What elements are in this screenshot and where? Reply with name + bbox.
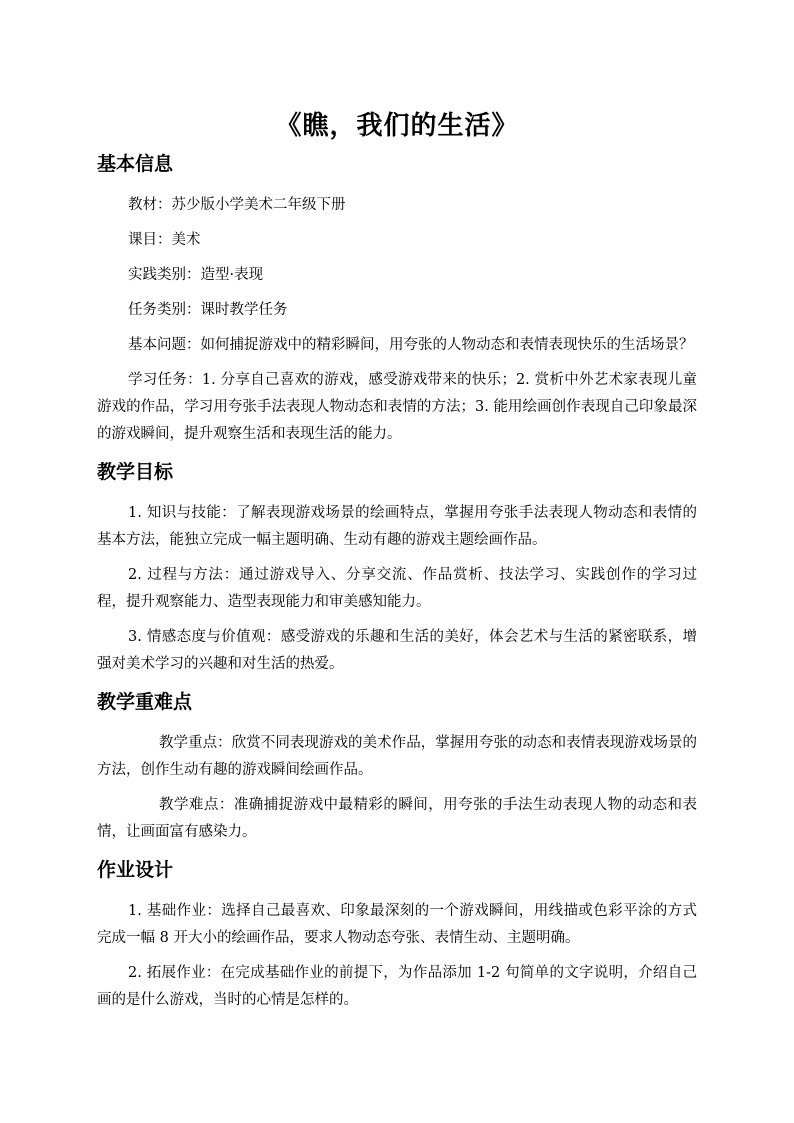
paragraph-subject: 课目：美术	[128, 232, 201, 248]
paragraph-goal-process: 2. 过程与方法：通过游戏导入、分享交流、作品赏析、技法学习、实践创作的学习过程，提升观察能力、造型表现能力和审美感知能力。	[97, 567, 697, 610]
paragraph-homework-extension: 2. 拓展作业：在完成基础作业的前提下，为作品添加 1-2 句简单的文字说明，介绍自己画的是什么游戏，当时的心情是怎样的。	[97, 965, 697, 1008]
section-teaching-goals	[97, 458, 697, 678]
paragraph-goal-knowledge: 1. 知识与技能：了解表现游戏场景的绘画特点，掌握用夸张手法表现人物动态和表情的基本方法，能独立完成一幅主题明确、生动有趣的游戏主题绘画作品。	[97, 505, 697, 548]
section-heading: 作业设计	[97, 859, 174, 881]
section-homework	[97, 856, 697, 1014]
section-heading: 教学目标	[97, 461, 174, 483]
paragraph-homework-basic: 1. 基础作业：选择自己最喜欢、印象最深刻的一个游戏瞬间，用线描或色彩平涂的方式完成一幅 8 开大小的绘画作品，要求人物动态夸张、表情生动、主题明确。	[97, 903, 697, 946]
paragraph-learning-tasks: 学习任务：1. 分享自己喜欢的游戏，感受游戏带来的快乐；2. 赏析中外艺术家表现儿童游戏的作品，学习用夸张手法表现人物动态和表情的方法；3. 能用绘画创作表现自己印象最深的游戏瞬间，提升观察生活和表现生活的能力。	[97, 372, 697, 442]
paragraph-goal-emotion: 3. 情感态度与价值观：感受游戏的乐趣和生活的美好，体会艺术与生活的紧密联系，增强对美术学习的兴趣和对生活的热爱。	[97, 629, 697, 672]
document-title: 《瞧，我们的生活》	[275, 111, 519, 141]
section-basic-info	[97, 150, 697, 448]
section-key-difficult-points	[97, 688, 697, 846]
paragraph-practice-type: 实践类别：造型·表现	[128, 267, 264, 283]
paragraph-basic-question: 基本问题：如何捕捉游戏中的精彩瞬间，用夸张的人物动态和表情表现快乐的生活场景？	[128, 337, 694, 353]
document-page	[97, 108, 697, 1024]
section-heading: 基本信息	[97, 153, 174, 175]
paragraph-task-type: 任务类别：课时教学任务	[128, 302, 288, 318]
paragraph-textbook: 教材：苏少版小学美术二年级下册	[128, 197, 346, 213]
paragraph-key-point: 教学重点：欣赏不同表现游戏的美术作品，掌握用夸张的动态和表情表现游戏场景的方法，创作生动有趣的游戏瞬间绘画作品。	[97, 735, 697, 778]
paragraph-difficult-point: 教学难点：准确捕捉游戏中最精彩的瞬间，用夸张的手法生动表现人物的动态和表情，让画面富有感染力。	[97, 797, 697, 840]
section-heading: 教学重难点	[97, 691, 193, 713]
